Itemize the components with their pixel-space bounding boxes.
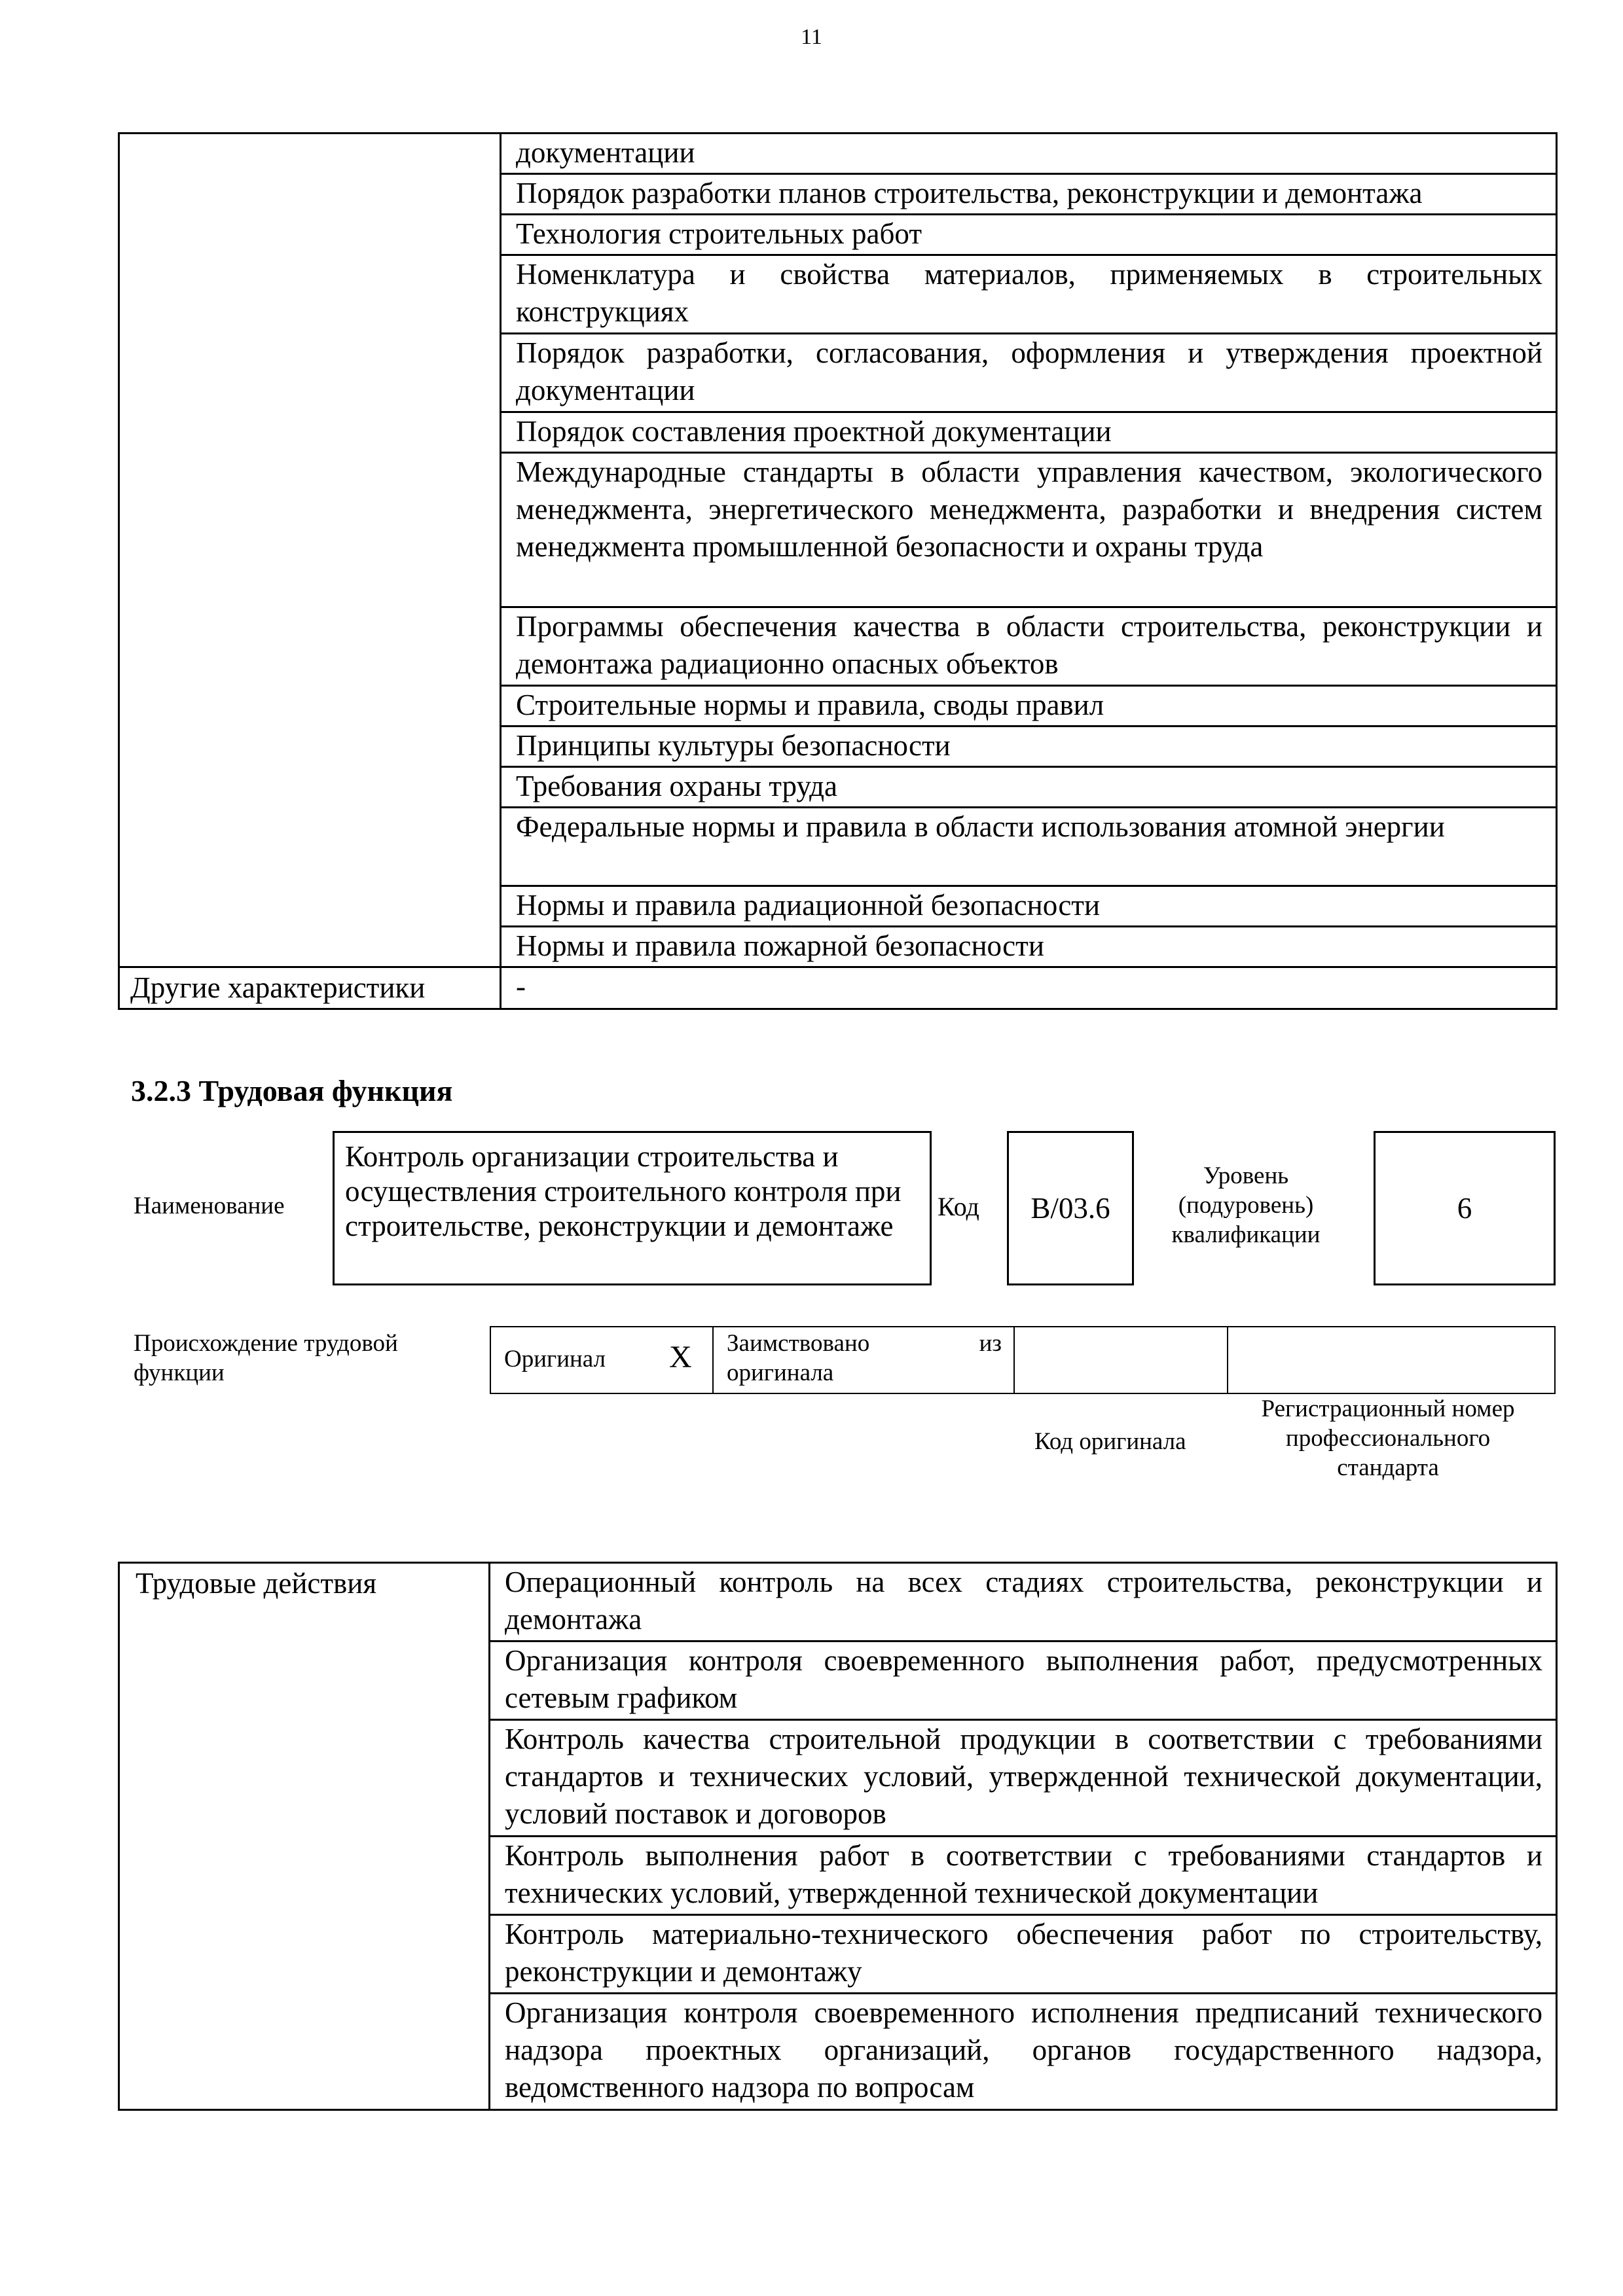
- action-item: Организация контроля своевременного исполнения предписаний технического надзора проектных организаций, органов государственного надзора, ведомственного надзора по вопросам: [490, 1994, 1557, 2110]
- knowledge-item: Требования охраны труда: [501, 767, 1557, 808]
- knowledge-label-cell: [119, 134, 501, 967]
- knowledge-item: Нормы и правила радиационной безопасности: [501, 886, 1557, 927]
- action-item: Контроль материально-технического обеспечения работ по строительству, реконструкции и демонтажу: [490, 1915, 1557, 1994]
- origin-label: Происхождение трудовой функции: [134, 1330, 398, 1386]
- original-mark: X: [669, 1340, 692, 1374]
- level-label: Уровень (подуровень) квалификации: [1171, 1162, 1321, 1248]
- level-box: [1374, 1131, 1556, 1285]
- knowledge-item: Технология строительных работ: [501, 215, 1557, 255]
- other-characteristics-value: -: [501, 967, 1557, 1009]
- knowledge-table: [118, 132, 1558, 1010]
- borrowed-label: Заимствовано из оригинала: [727, 1330, 1002, 1386]
- knowledge-item: Принципы культуры безопасности: [501, 726, 1557, 767]
- other-characteristics-label: Другие характеристики: [119, 967, 501, 1009]
- code-original-cell: [1013, 1326, 1228, 1394]
- action-item: Операционный контроль на всех стадиях строительства, реконструкции и демонтажа: [490, 1563, 1557, 1641]
- name-label: Наименование: [134, 1193, 285, 1219]
- action-item: Организация контроля своевременного выполнения работ, предусмотренных сетевым графиком: [490, 1641, 1557, 1720]
- knowledge-item: Номенклатура и свойства материалов, применяемых в строительных конструкциях: [501, 255, 1557, 334]
- actions-label: Трудовые действия: [119, 1563, 490, 2110]
- knowledge-item: Порядок разработки, согласования, оформления и утверждения проектной документации: [501, 334, 1557, 412]
- actions-table: [118, 1562, 1558, 2111]
- code-box: [1007, 1131, 1134, 1285]
- knowledge-item: Порядок составления проектной документации: [501, 412, 1557, 453]
- knowledge-item: Нормы и правила пожарной безопасности: [501, 927, 1557, 967]
- knowledge-item: Федеральные нормы и правила в области использования атомной энергии: [501, 808, 1557, 886]
- knowledge-item: документации: [501, 134, 1557, 174]
- section-title: 3.2.3 Трудовая функция: [131, 1074, 453, 1107]
- knowledge-item: Международные стандарты в области управления качеством, экологического менеджмента, энергетического менеджмента, разработки и внедрения систем менеджмента промышленной безопасности и охраны труда: [501, 453, 1557, 607]
- knowledge-item: Порядок разработки планов строительства, реконструкции и демонтажа: [501, 174, 1557, 215]
- reg-number-label: Регистрационный номер профессионального стандарта: [1261, 1395, 1515, 1481]
- function-name-box: [333, 1131, 932, 1285]
- page-number: 11: [801, 25, 822, 49]
- code-label: Код: [938, 1192, 979, 1221]
- knowledge-item: Строительные нормы и правила, своды правил: [501, 686, 1557, 726]
- action-item: Контроль качества строительной продукции в соответствии с требованиями стандартов и технических условий, утвержденной технической документации, условий поставок и договоров: [490, 1720, 1557, 1837]
- code-value: В/03.6: [1030, 1192, 1110, 1225]
- action-item: Контроль выполнения работ в соответствии с требованиями стандартов и технических условий, утвержденной технической документации: [490, 1837, 1557, 1915]
- level-value: 6: [1457, 1192, 1472, 1225]
- knowledge-item: Программы обеспечения качества в области строительства, реконструкции и демонтажа радиационно опасных объектов: [501, 607, 1557, 686]
- function-name: Контроль организации строительства и осуществления строительного контроля при строительстве, реконструкции и демонтаже: [345, 1140, 902, 1242]
- code-original-label: Код оригинала: [1034, 1428, 1186, 1455]
- original-label: Оригинал: [504, 1346, 606, 1372]
